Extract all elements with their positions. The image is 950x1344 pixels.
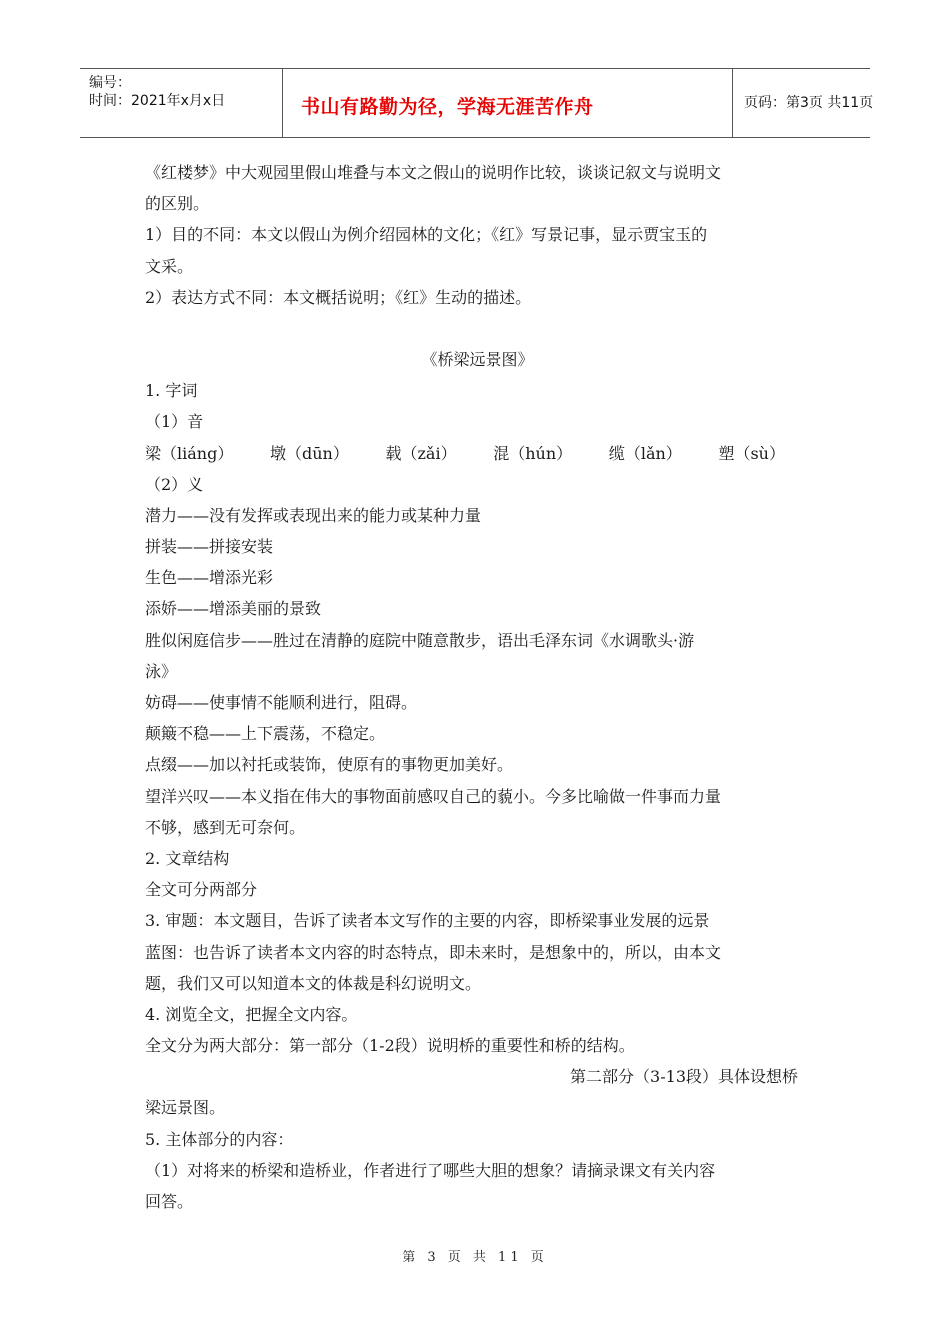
header-page-cell [733,69,874,137]
text-line: 妨碍——使事情不能顺利进行，阻碍。 [145,693,418,712]
text-line: 生色——增添光彩 [145,568,274,588]
pinyin-item: 墩（dūn） [269,443,349,463]
pinyin-item: 梁（liáng） [145,443,234,463]
text-line: 泳》 [145,661,178,681]
text-line: 颠簸不稳——上下震荡，不稳定。 [145,724,386,744]
number-label: 编号： [89,75,131,91]
text-line: 1. 字词 [145,381,198,401]
text-line: 添娇——增添美丽的景致 [145,599,322,619]
date-label: 时间：2021年x月x日 [89,93,226,109]
text-line: 2）表达方式不同：本文概括说明；《红》生动的描述。 [145,287,532,307]
text-line: 蓝图：也告诉了读者本文内容的时态特点，即未来时，是想象中的，所以，由本文 [145,942,722,962]
text-line: 4. 浏览全文，把握全文内容。 [145,1004,358,1024]
text-line: （1）对将来的桥梁和造桥业，作者进行了哪些大胆的想象？请摘录课文有关内容 [145,1160,716,1180]
text-line: 文采。 [145,256,194,276]
document-body [145,157,810,1217]
text-line: 拼装——拼接安装 [145,537,274,557]
pinyin-item: 塑（sù） [718,443,785,463]
text-line: 全文分为两大部分：第一部分（1-2段）说明桥的重要性和桥的结构。 [145,1036,635,1056]
pinyin-item: 混（hún） [493,443,573,463]
pinyin-item: 缆（lǎn） [608,443,682,463]
text-line: （2）义 [145,474,204,494]
text-line: 3. 审题：本文题目，告诉了读者本文写作的主要的内容，即桥梁事业发展的远景 [145,911,710,931]
motto: 书山有路勤为径，学海无涯苦作舟 [301,96,594,118]
text-line: 2. 文章结构 [145,848,230,868]
text-line: 点缀——加以衬托或装饰，使原有的事物更加美好。 [145,755,514,775]
page-label: 页码：第3页 共11页 [744,95,874,111]
page-footer: 第 3 页 共 11 页 [402,1250,548,1265]
text-line: 的区别。 [145,194,210,214]
text-line: 望洋兴叹——本义指在伟大的事物面前感叹自己的藐小。今多比喻做一件事而力量 [145,786,722,806]
header-meta-cell [80,69,283,137]
text-line: 《红楼梦》中大观园里假山堆叠与本文之假山的说明作比较，谈谈记叙文与说明文 [145,163,722,182]
text-line: 5. 主体部分的内容： [145,1129,294,1149]
text-line: 梁远景图。 [145,1098,226,1118]
section-title: 《桥梁远景图》 [421,349,534,369]
header-motto-cell [283,69,733,137]
text-line: 不够，感到无可奈何。 [145,817,306,837]
text-line: 胜似闲庭信步——胜过在清静的庭院中随意散步，语出毛泽东词《水调歌头·游 [145,630,695,650]
text-line-right: 第二部分（3-13段）具体设想桥 [570,1067,798,1087]
page-header [80,68,874,138]
text-line: 全文可分两部分 [145,880,258,900]
pinyin-item: 载（zǎi） [385,443,457,463]
text-line: （1）音 [145,412,204,432]
text-line: 回答。 [145,1192,194,1211]
text-line: 题，我们又可以知道本文的体裁是科幻说明文。 [145,973,482,993]
text-line: 1）目的不同：本文以假山为例介绍园林的文化；《红》写景记事，显示贾宝玉的 [145,225,708,245]
pinyin-row [145,438,785,469]
text-line: 潜力——没有发挥或表现出来的能力或某种力量 [145,505,482,525]
